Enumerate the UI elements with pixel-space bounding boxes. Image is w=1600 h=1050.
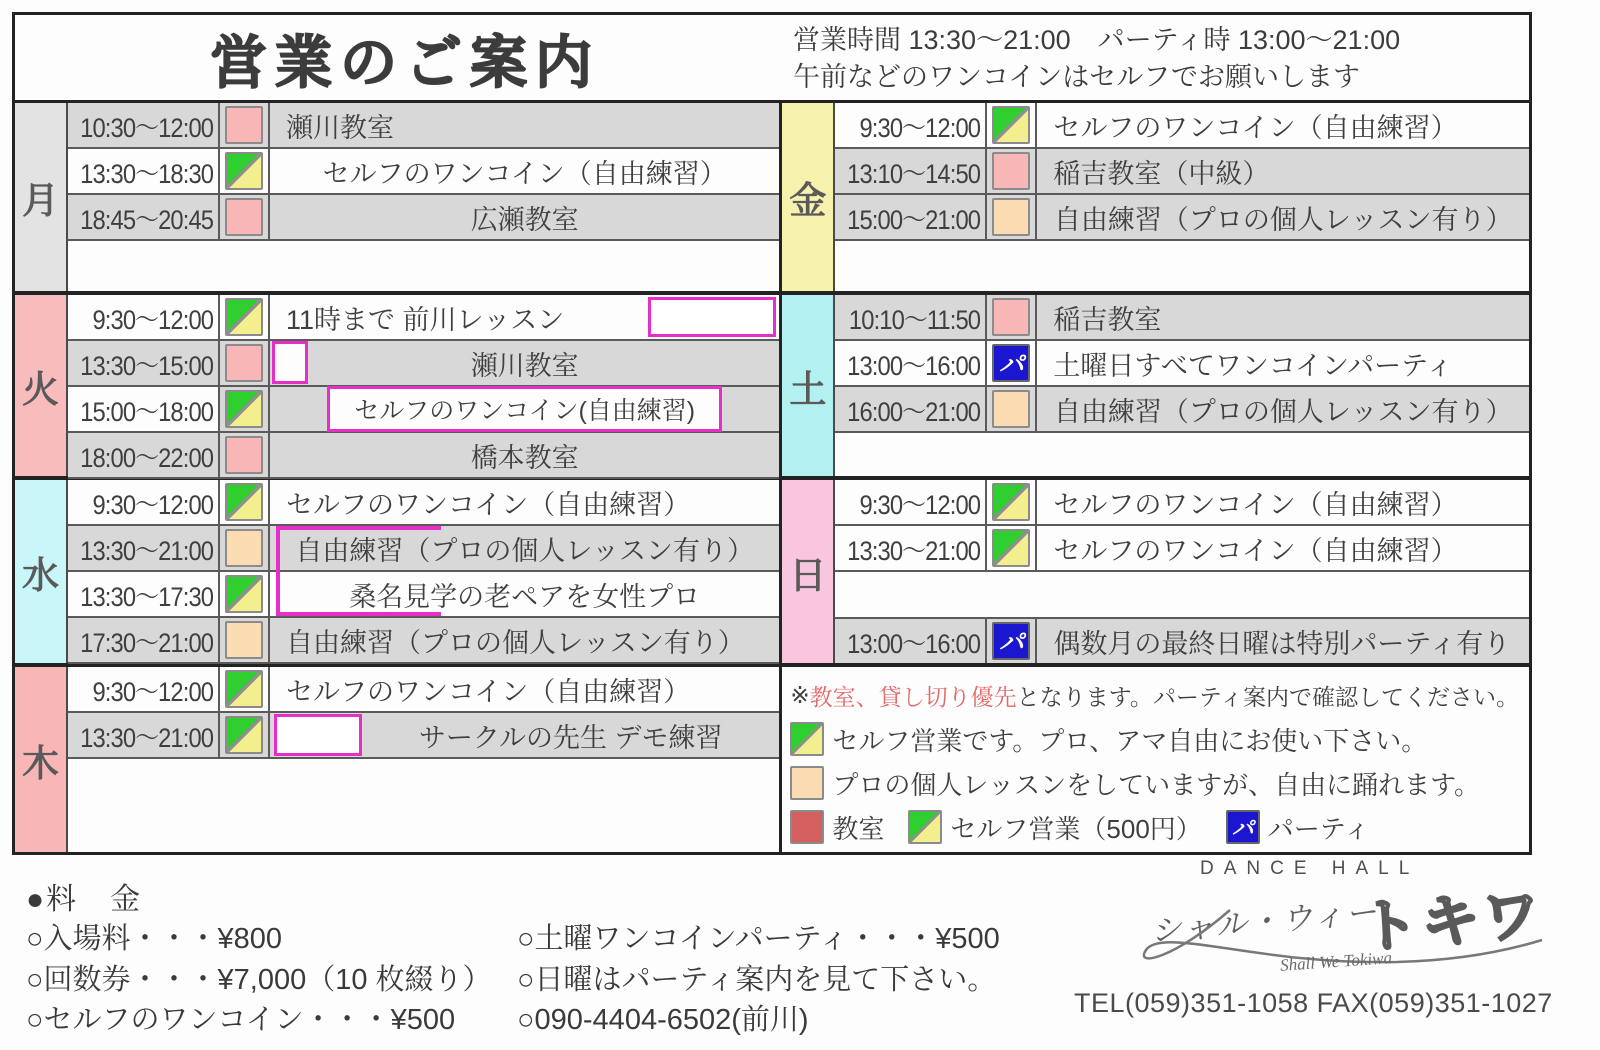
icon-cell [220, 618, 270, 662]
free-icon [992, 390, 1030, 428]
activity-cell [1037, 619, 1529, 663]
fee-ticket-book: ○回数券・・・¥7,000（10 枚綴り） [26, 964, 492, 996]
schedule-row [68, 103, 779, 149]
time-text: 13:30〜15:00 [79, 350, 213, 381]
logo-main-text: トキワ [1358, 882, 1546, 961]
self-icon [790, 722, 824, 756]
activity-cell [270, 103, 779, 147]
schedule-row [68, 480, 779, 526]
highlight-box [648, 297, 776, 337]
schedule-right-column [779, 103, 1529, 852]
icon-cell [220, 103, 270, 147]
activity-text: セルフのワンコイン（自由練習） [1053, 535, 1458, 566]
activity-cell [270, 667, 779, 711]
activity-cell [1037, 387, 1529, 431]
self-icon [992, 529, 1030, 567]
phone-maekawa: ○090-4404-6502(前川) [517, 1004, 809, 1036]
classroom-icon [225, 106, 263, 144]
activity-text: セルフのワンコイン（自由練習） [286, 676, 691, 707]
legend-item-text: プロの個人レッスンをしていますが、自由に踊れます。 [832, 769, 1481, 800]
icon-cell [220, 433, 270, 477]
self-icon [992, 483, 1030, 521]
schedule-row [835, 149, 1529, 195]
activity-cell [1037, 295, 1529, 339]
day-label-sunday: 日 [782, 480, 835, 663]
self-icon [225, 670, 263, 708]
legend-note-red: 教室、貸し切り優先 [809, 683, 1017, 710]
schedule-row [68, 433, 779, 479]
time-range [835, 341, 987, 385]
activity-text: 瀬川教室 [470, 350, 579, 381]
activity-text: セルフのワンコイン(自由練習) [354, 397, 696, 425]
activity-cell [270, 295, 779, 339]
time-text: 13:30〜21:00 [79, 535, 213, 566]
legend-note-rest: となります。パーティ案内で確認してください。 [1016, 683, 1519, 710]
time-range [68, 713, 220, 757]
free-icon [992, 198, 1030, 236]
schedule-row [835, 295, 1529, 341]
day-block-tuesday [15, 295, 779, 480]
day-rows [835, 480, 1529, 663]
day-block-friday [782, 103, 1529, 295]
schedule-row [68, 149, 779, 195]
day-block-wednesday [15, 480, 779, 667]
icon-cell [987, 341, 1037, 385]
time-text: 16:00〜21:00 [847, 396, 981, 427]
activity-text: 自由練習（プロの個人レッスン有り） [295, 535, 755, 566]
icon-cell [220, 387, 270, 431]
day-rows [68, 480, 779, 663]
activity-cell [270, 387, 779, 431]
activity-cell [270, 618, 779, 662]
time-range [68, 526, 220, 570]
board-header [15, 15, 1529, 103]
schedule-row [68, 526, 779, 572]
time-text: 10:30〜12:00 [79, 112, 213, 143]
icon-cell [220, 341, 270, 385]
activity-text: 偶数月の最終日曜は特別パーティ有り [1053, 628, 1511, 659]
activity-cell [1037, 526, 1529, 570]
schedule-row [835, 387, 1529, 433]
activity-cell [1037, 149, 1529, 193]
schedule-row [835, 526, 1529, 572]
free-icon [225, 621, 263, 659]
time-range [835, 295, 987, 339]
tel-fax: TEL(059)351-1058 FAX(059)351-1027 [1074, 988, 1553, 1018]
activity-text: 稲吉教室（中級） [1053, 158, 1270, 189]
time-text: 13:30〜21:00 [847, 535, 981, 566]
icon-cell [220, 295, 270, 339]
day-block-sunday [782, 480, 1529, 667]
activity-text: サークルの先生 デモ練習 [418, 722, 723, 753]
day-rows [835, 103, 1529, 291]
self-icon [225, 152, 263, 190]
icon-cell [987, 295, 1037, 339]
hours-line-2: 午前などのワンコインはセルフでお願いします [793, 62, 1360, 92]
day-block-monday [15, 103, 779, 295]
activity-text: 橋本教室 [470, 442, 579, 473]
dance-hall-label: DANCE HALL [1200, 858, 1420, 879]
activity-text: 自由練習（プロの個人レッスン有り） [1053, 204, 1513, 235]
legend-key-label: パーティ [1267, 813, 1370, 844]
activity-text: セルフのワンコイン（自由練習） [322, 158, 727, 189]
time-range [68, 295, 220, 339]
hours-line-1: 営業時間 13:30〜21:00 パーティ時 13:00〜21:00 [793, 25, 1401, 55]
activity-cell [270, 572, 779, 616]
time-text: 18:45〜20:45 [79, 204, 213, 235]
activity-text: セルフのワンコイン（自由練習） [1053, 489, 1458, 520]
schedule-row [835, 480, 1529, 526]
icon-cell [220, 713, 270, 757]
icon-cell [220, 195, 270, 239]
party-icon: パ [1226, 810, 1260, 844]
time-text: 13:00〜16:00 [847, 350, 981, 381]
day-block-thursday [15, 667, 779, 852]
schedule-row [835, 195, 1529, 241]
activity-cell [1037, 195, 1529, 239]
activity-text: 土曜日すべてワンコインパーティ [1053, 350, 1453, 381]
classroom-icon [225, 344, 263, 382]
legend-key-label: セルフ営業（500円） [950, 813, 1202, 844]
time-range [68, 618, 220, 662]
self-icon [225, 483, 263, 521]
fee-admission: ○入場料・・・¥800 [26, 923, 283, 955]
time-range [68, 667, 220, 711]
fee-saturday-party: ○土曜ワンコインパーティ・・・¥500 [517, 923, 1000, 955]
day-label-monday: 月 [15, 103, 68, 291]
highlight-box [272, 341, 308, 384]
party-icon: パ [992, 344, 1030, 382]
activity-text: 自由練習（プロの個人レッスン有り） [286, 627, 745, 658]
party-icon: パ [992, 622, 1030, 660]
time-range [68, 572, 220, 616]
icon-cell [987, 149, 1037, 193]
time-range [835, 526, 987, 570]
activity-cell [270, 149, 779, 193]
legend-note-prefix: ※ [790, 681, 810, 708]
icon-cell [220, 149, 270, 193]
classroom-icon [992, 152, 1030, 190]
legend [782, 667, 1529, 852]
time-range [835, 103, 987, 147]
page-title: 営業のご案内 [210, 31, 600, 95]
schedule-row [68, 618, 779, 664]
time-range [68, 341, 220, 385]
activity-text: セルフのワンコイン（自由練習） [1053, 112, 1458, 143]
time-text: 18:00〜22:00 [79, 442, 213, 473]
schedule-row [68, 713, 779, 759]
activity-text: 広瀬教室 [470, 204, 579, 235]
schedule-row [835, 341, 1529, 387]
activity-text: 瀬川教室 [286, 112, 394, 143]
day-label-friday: 金 [782, 103, 835, 291]
day-rows [68, 295, 779, 476]
time-range [68, 480, 220, 524]
time-text: 9:30〜12:00 [92, 304, 213, 335]
hours-info [793, 22, 1400, 96]
time-text: 10:10〜11:50 [849, 304, 981, 335]
day-rows [835, 295, 1529, 476]
time-range [835, 387, 987, 431]
self-icon [225, 575, 263, 613]
time-text: 9:30〜12:00 [92, 489, 213, 520]
time-range [68, 195, 220, 239]
time-text: 13:00〜16:00 [847, 628, 981, 659]
icon-cell [987, 195, 1037, 239]
icon-cell [987, 103, 1037, 147]
day-rows [68, 667, 779, 852]
highlight-box [327, 386, 722, 432]
activity-cell [270, 341, 779, 385]
day-label-saturday: 土 [782, 295, 835, 476]
time-range [68, 387, 220, 431]
icon-cell [220, 480, 270, 524]
footer-area [12, 858, 1582, 1050]
activity-cell [270, 433, 779, 477]
legend-note [790, 673, 1519, 717]
icon-cell [987, 526, 1037, 570]
self-icon [225, 390, 263, 428]
activity-cell [1037, 480, 1529, 524]
schedule-row [835, 103, 1529, 149]
day-block-saturday [782, 295, 1529, 480]
logo-subtitle: Shall We Tokiwa [1279, 948, 1393, 975]
day-label-tuesday: 火 [15, 295, 68, 476]
time-text: 15:00〜18:00 [79, 396, 213, 427]
time-text: 9:30〜12:00 [92, 676, 213, 707]
fee-self-coin: ○セルフのワンコイン・・・¥500 [26, 1004, 456, 1036]
activity-cell [1037, 103, 1529, 147]
time-text: 9:30〜12:00 [859, 112, 981, 143]
icon-cell [220, 526, 270, 570]
legend-item-text: セルフ営業です。プロ、アマ自由にお使い下さい。 [832, 725, 1428, 756]
time-text: 13:30〜17:30 [79, 581, 213, 612]
time-range [835, 480, 987, 524]
time-text: 9:30〜12:00 [859, 489, 981, 520]
activity-cell [1037, 341, 1529, 385]
time-range [835, 619, 987, 663]
activity-text: 稲吉教室 [1053, 304, 1162, 335]
schedule-row [68, 667, 779, 713]
schedule-board [12, 12, 1532, 855]
activity-cell [270, 526, 779, 570]
day-label-thursday: 木 [15, 667, 68, 852]
schedule-row [835, 617, 1529, 663]
time-text: 13:30〜21:00 [79, 722, 213, 753]
schedule-row [68, 341, 779, 387]
weekly-schedule [15, 103, 1529, 852]
schedule-row [68, 387, 779, 433]
legend-item [790, 717, 1519, 761]
highlight-box [274, 714, 362, 756]
time-range [68, 103, 220, 147]
activity-text: セルフのワンコイン（自由練習） [286, 489, 691, 520]
self-icon [908, 810, 942, 844]
time-range [835, 195, 987, 239]
legend-key-label: 教室 [832, 813, 885, 844]
free-icon [790, 766, 824, 800]
icon-cell [987, 387, 1037, 431]
time-text: 13:10〜14:50 [847, 158, 981, 189]
note-sunday-party: ○日曜はパーティ案内を見て下さい。 [517, 964, 997, 996]
activity-text: 桑名見学の老ペアを女性プロ [349, 581, 701, 612]
time-text: 15:00〜21:00 [847, 204, 981, 235]
activity-cell [270, 713, 779, 757]
activity-cell [270, 195, 779, 239]
classroom-icon [225, 436, 263, 474]
schedule-row [68, 295, 779, 341]
time-text: 17:30〜21:00 [79, 627, 213, 658]
icon-cell [220, 572, 270, 616]
activity-text: 11時まで 前川レッスン [286, 304, 565, 335]
self-icon [225, 298, 263, 336]
icon-cell [987, 480, 1037, 524]
classroom-dark-icon [790, 810, 824, 844]
self-icon [225, 716, 263, 754]
self-icon [992, 106, 1030, 144]
activity-cell [270, 480, 779, 524]
day-label-wednesday: 水 [15, 480, 68, 663]
legend-key-row [790, 805, 1519, 849]
time-range [68, 433, 220, 477]
day-rows [68, 103, 779, 291]
icon-cell [220, 667, 270, 711]
free-icon [225, 529, 263, 567]
classroom-icon [992, 298, 1030, 336]
time-text: 13:30〜18:30 [79, 158, 213, 189]
icon-cell [987, 619, 1037, 663]
schedule-row [68, 195, 779, 241]
schedule-row [68, 572, 779, 618]
time-range [68, 149, 220, 193]
legend-item [790, 761, 1519, 805]
time-range [835, 149, 987, 193]
fees-heading: ●料 金 [26, 883, 143, 916]
activity-text: 自由練習（プロの個人レッスン有り） [1053, 396, 1513, 427]
classroom-icon [225, 198, 263, 236]
schedule-left-column [15, 103, 779, 852]
logo-script-text: シャル・ウィー [1149, 894, 1380, 949]
